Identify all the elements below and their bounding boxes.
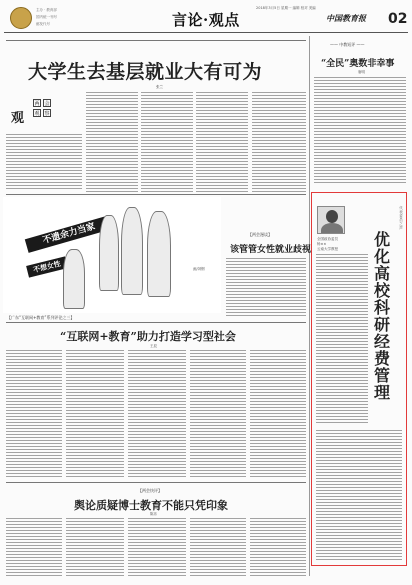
article-body: [316, 430, 402, 562]
column-tag: 【两会漫谈】: [248, 232, 272, 237]
article-body: [6, 134, 82, 190]
national-emblem-icon: [10, 7, 32, 29]
byline: 唐明: [358, 70, 365, 74]
masthead-note: 国内统一刊号: [36, 15, 57, 19]
illustration-caption: 【广东“互联网+教育”系列评论之三】: [7, 315, 75, 320]
page-number: 02: [388, 11, 408, 27]
cartoon-figure: [99, 215, 119, 291]
article-body: [66, 518, 124, 578]
cartoon-sign: 不遗余力当家: [25, 215, 113, 253]
article-body: [252, 92, 306, 192]
date-info: 2018年3月5日 星期一 编辑 校对 美编: [256, 6, 316, 10]
paper-name: 中国教育报: [326, 13, 366, 23]
logo-char: 会: [44, 101, 50, 107]
article-title: “全民”奥数非幸事: [321, 59, 395, 69]
article-body: [196, 92, 248, 192]
masthead-note: 邮发代号: [36, 22, 50, 26]
author-photo: [317, 206, 345, 234]
article-body: [316, 254, 368, 424]
column-tag: —— 中教短评 ——: [330, 42, 365, 47]
author-unit: 云南大学教授: [317, 247, 338, 251]
rule: [6, 322, 306, 323]
article-body: [128, 350, 186, 478]
cartoon-figure: [147, 211, 171, 297]
article-body: [190, 518, 246, 578]
article-body: [314, 77, 406, 185]
article-body: [141, 92, 193, 192]
logo-char: 观: [34, 111, 40, 117]
article-title: 该管管女性就业歧视: [230, 245, 312, 255]
rule: [6, 482, 306, 483]
rule: [6, 40, 306, 41]
column-tag: 【两会快评】: [138, 488, 162, 493]
column-divider: [309, 36, 310, 576]
article-body: [190, 350, 246, 478]
author-role: 全国政协委员: [317, 237, 338, 241]
section-title: 言论·观点: [172, 11, 240, 29]
cartoon-figure: [121, 207, 143, 295]
masthead: [4, 3, 408, 33]
article-title: 舆论质疑博士教育不能只凭印象: [74, 499, 228, 512]
cartoon-illustration: [3, 197, 221, 313]
column-title: 优化高校科研经费管理: [373, 230, 390, 402]
byline: 张兰: [156, 85, 163, 89]
article-body: [250, 518, 306, 578]
article-body: [6, 350, 62, 478]
article-body: [128, 518, 186, 578]
article-body: [86, 92, 138, 192]
masthead-note: 主办 · 教育部: [36, 8, 57, 12]
cartoon-sign: 不想女性: [26, 256, 68, 277]
article-body: [226, 258, 306, 318]
column-side-label: 代表委员之声: [399, 206, 403, 230]
article-body: [66, 350, 124, 478]
article-body: [250, 350, 306, 478]
logo-char: 察: [44, 111, 50, 117]
illustration-credit: 画/刘钢: [193, 267, 205, 271]
lead-article-title: 大学生去基层就业大有可为: [28, 61, 263, 83]
article-body: [6, 518, 62, 578]
rule: [6, 194, 306, 195]
logo-char: 两: [34, 101, 40, 107]
cartoon-figure: [63, 249, 85, 309]
column-logo-char: 观: [11, 111, 25, 126]
portrait-head: [326, 210, 338, 223]
portrait-body: [321, 223, 343, 234]
byline: 陈乐: [150, 512, 157, 516]
author-name: 杨××: [317, 242, 327, 246]
article-title: “互联网+教育”助力打造学习型社会: [60, 330, 236, 343]
byline: 王辰: [150, 344, 157, 348]
